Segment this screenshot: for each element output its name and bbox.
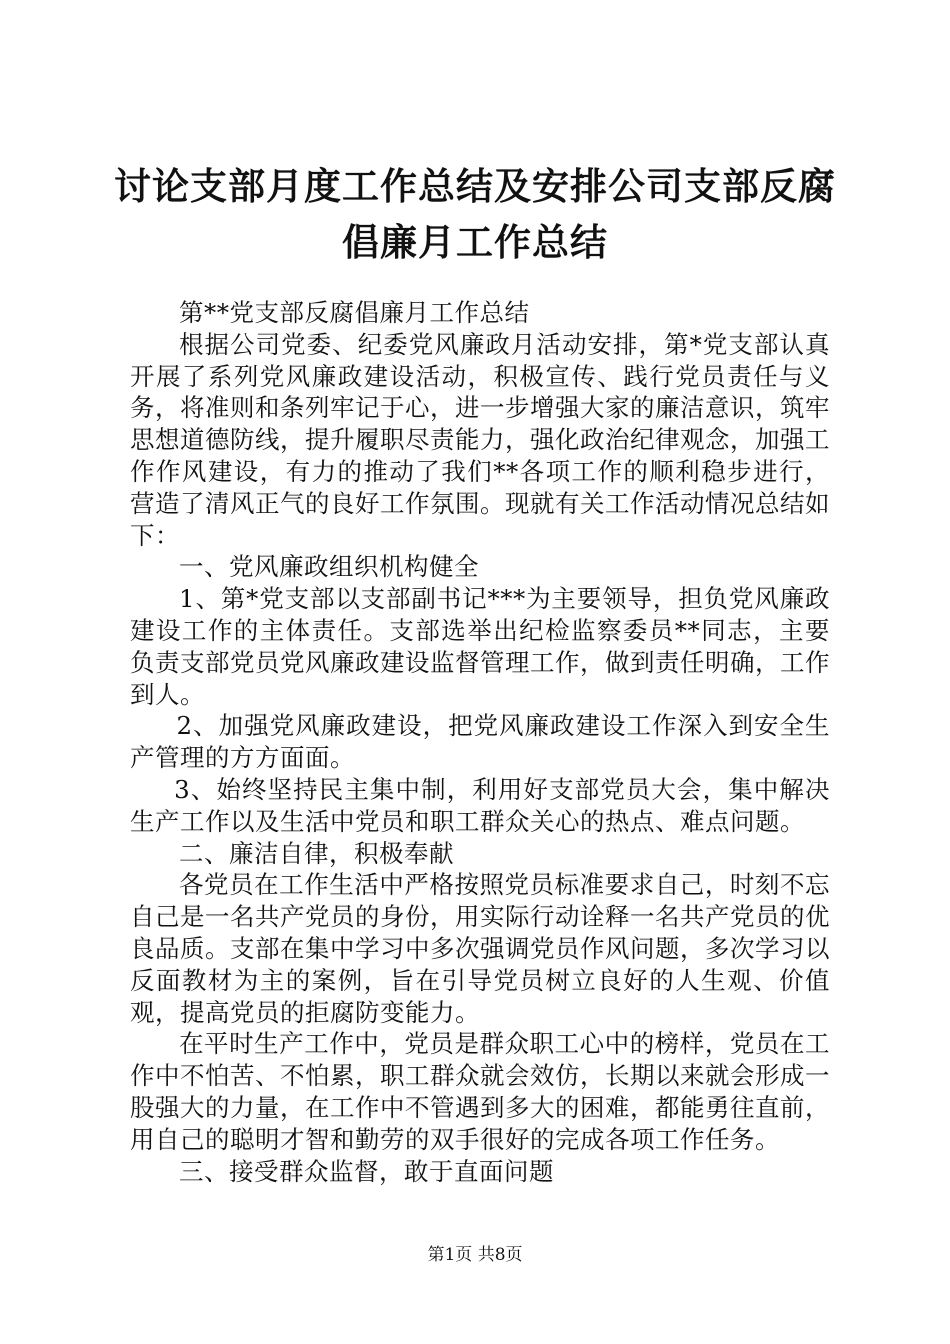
document-title: 讨论支部月度工作总结及安排公司支部反腐倡廉月工作总结	[114, 164, 836, 264]
section-2-paragraph-2: 在平时生产工作中，党员是群众职工心中的榜样，党员在工作中不怕苦、不怕累，职工群众就会效仿，长期以来就会形成一股强大的力量，在工作中不管遇到多大的困难，都能勇往直前，用自己的聪明才智和勤劳的双手很好的完成各项工作任务。	[130, 1029, 830, 1154]
subtitle-paragraph: 第**党支部反腐倡廉月工作总结	[179, 298, 530, 327]
section-heading-1: 一、党风廉政组织机构健全	[179, 552, 479, 582]
section-2-paragraph-1: 各党员在工作生活中严格按照党员标准要求自己，时刻不忘自己是一名共产党员的身份，用实际行动诠释一名共产党员的优良品质。支部在集中学习中多次强调党员作风问题，多次学习以反面教材为主的案例，旨在引导党员树立良好的人生观、价值观，提高党员的拒腐防变能力。	[130, 870, 830, 1027]
section-1-item-1: 1、第*党支部以支部副书记***为主要领导，担负党风廉政建设工作的主体责任。支部选举出纪检监察委员**同志，主要负责支部党员党风廉政建设监督管理工作，做到责任明确，工作到人。	[130, 584, 830, 709]
intro-paragraph: 根据公司党委、纪委党风廉政月活动安排，第*党支部认真开展了系列党风廉政建设活动，积极宣传、践行党员责任与义务，将准则和条列牢记于心，进一步增强大家的廉洁意识，筑牢思想道德防线，提升履职尽责能力，强化政治纪律观念，加强工作作风建设，有力的推动了我们**各项工作的顺利稳步进行，营造了清风正气的良好工作氛围。现就有关工作活动情况总结如下：	[130, 329, 830, 550]
section-1-item-3: 3、始终坚持民主集中制，利用好支部党员大会，集中解决生产工作以及生活中党员和职工群众关心的热点、难点问题。	[130, 774, 830, 836]
document-body	[130, 297, 830, 1187]
section-1-item-2: 2、加强党风廉政建设，把党风廉政建设工作深入到安全生产管理的方方面面。	[130, 711, 830, 773]
section-heading-3: 三、接受群众监督，敢于直面问题	[179, 1156, 554, 1186]
page-footer: 第1页 共8页	[427, 1245, 523, 1265]
section-heading-2: 二、廉洁自律，积极奉献	[179, 838, 454, 868]
